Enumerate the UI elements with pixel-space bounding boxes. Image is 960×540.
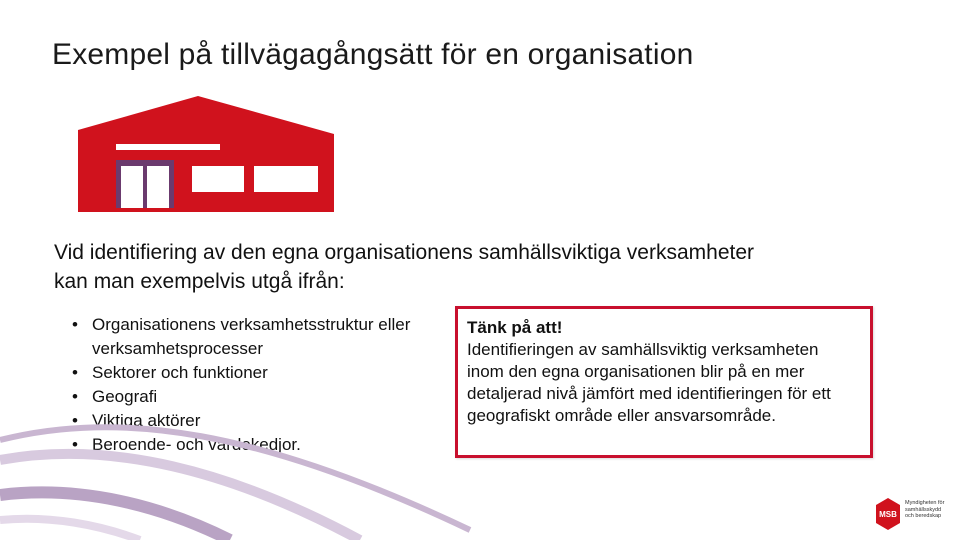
logo-line: Myndigheten för [905, 500, 945, 506]
bullet-text: Geografi [92, 387, 158, 406]
tip-callout-box [455, 306, 873, 458]
logo-mark: MSB [879, 510, 897, 519]
bullet-text: Beroende- och värdekedjor. [92, 435, 301, 454]
logo-text [905, 500, 957, 520]
bullet-text: Viktiga aktörer [92, 411, 201, 430]
intro-text [54, 238, 894, 296]
building-icon [78, 96, 334, 212]
decorative-swoosh [0, 400, 480, 540]
list-item [72, 313, 442, 361]
bullet-icon: • [72, 411, 78, 430]
intro-line: kan man exempelvis utgå ifrån: [54, 270, 345, 293]
callout-body: Identifieringen av samhällsviktig verksamheten inom den egna organisationen blir på en mer detaljerad nivå jämfört med identifieringen för ett geografiskt område eller ansvarsområde. [467, 340, 831, 425]
intro-line: Vid identifiering av den egna organisationens samhällsviktiga verksamheter [54, 241, 755, 264]
bullet-text: Sektorer och funktioner [92, 363, 268, 382]
callout-heading: Tänk på att! [467, 318, 563, 337]
bullet-icon: • [72, 315, 78, 334]
list-item [72, 361, 442, 385]
bullet-icon: • [72, 435, 78, 454]
logo-line: och beredskap [905, 513, 942, 519]
logo-line: samhällsskydd [905, 506, 942, 513]
bullet-icon: • [72, 387, 78, 406]
bullet-text: Organisationens verksamhetsstruktur eller verksamhetsprocesser [92, 315, 411, 358]
bullet-icon: • [72, 363, 78, 382]
slide-title: Exempel på tillvägagångsätt för en organisation [52, 38, 694, 71]
